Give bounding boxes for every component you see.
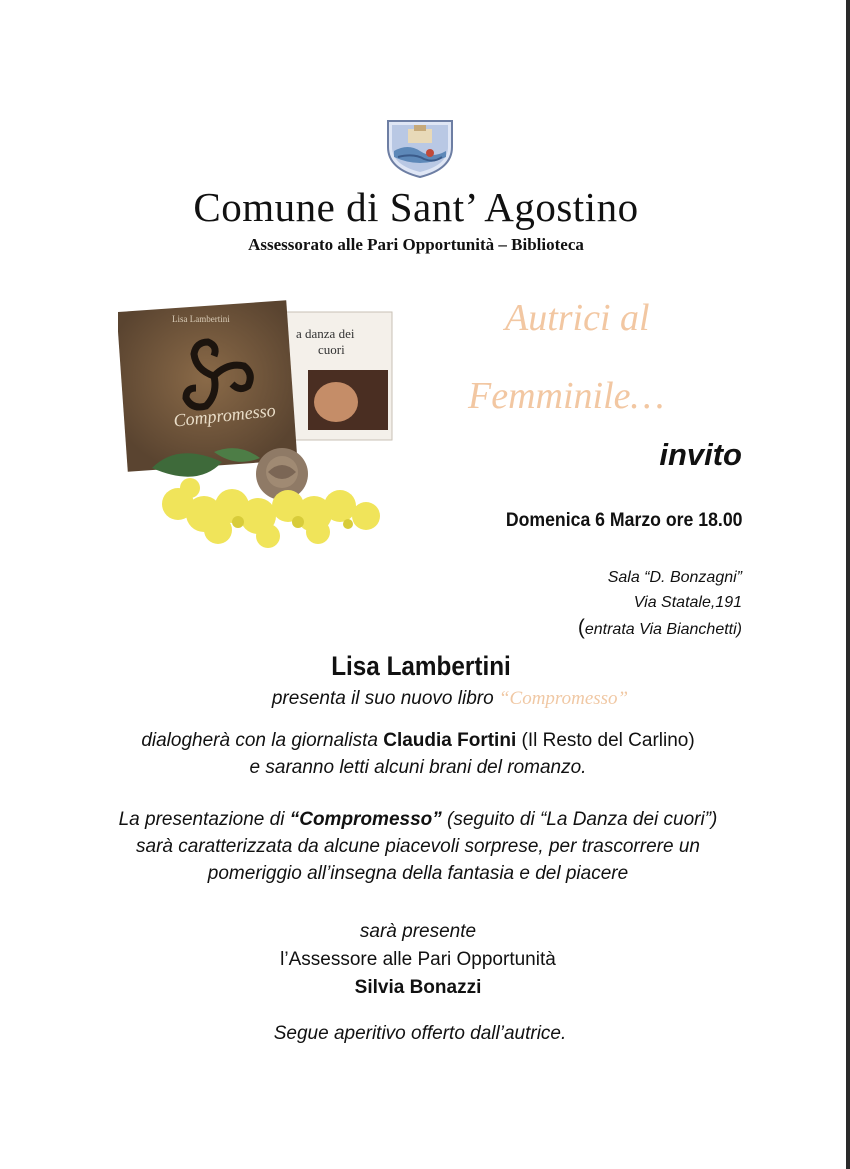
guest-name: Silvia Bonazzi <box>354 977 482 998</box>
para-line1 <box>0 806 836 833</box>
venue-line1: Sala “D. Bonzagni” <box>607 569 742 586</box>
dialog-text: dialogherà con la giornalista <box>141 730 384 751</box>
dialog-line2-text: e saranno letti alcuni brani del romanzo. <box>249 757 587 778</box>
para-line1-post: (seguito di “La Danza dei cuori”) <box>441 809 718 830</box>
book1-title: Compromesso <box>172 399 277 431</box>
present-line2: l’Assessore alle Pari Opportunità <box>280 949 556 970</box>
presenta-line <box>0 688 850 710</box>
event-heading-line1: Autrici al <box>505 297 650 339</box>
invito-label: invito <box>659 437 742 472</box>
dialog-line1 <box>0 727 836 754</box>
para-line1-book: “Compromesso” <box>289 809 442 830</box>
book2-title-line2: cuori <box>318 342 345 357</box>
book-cover-photo <box>118 292 396 560</box>
book1-author: Lisa Lambertini <box>172 314 230 324</box>
journalist-name: Claudia Fortini <box>383 730 517 751</box>
para-line3: pomeriggio all’insegna della fantasia e del piacere <box>207 863 629 884</box>
journalist-outlet: (Il Resto del Carlino) <box>516 730 695 751</box>
dialog-paragraph <box>0 727 836 781</box>
speaker-name: Lisa Lambertini <box>331 651 511 681</box>
venue-line3 <box>578 615 742 642</box>
municipal-crest-icon <box>384 117 456 179</box>
scan-edge <box>846 0 850 1169</box>
present-line1: sarà presente <box>359 921 477 942</box>
event-venue <box>578 565 742 642</box>
presenta-book: “Compromesso” <box>498 688 629 709</box>
venue-line2: Via Statale,191 <box>633 594 742 611</box>
presenta-text: presenta il suo nuovo libro <box>271 688 499 709</box>
event-heading-line2: Femminile… <box>468 375 665 417</box>
page-title: Comune di Sant’ Agostino <box>193 184 639 230</box>
book2-title-line1: a danza dei <box>296 326 355 341</box>
event-date: Domenica 6 Marzo ore 18.00 <box>505 510 742 531</box>
guest-block <box>0 918 836 1002</box>
description-paragraph <box>0 806 836 887</box>
para-line1-pre: La presentazione di <box>118 809 290 830</box>
page-subtitle: Assessorato alle Pari Opportunità – Biblioteca <box>248 235 584 254</box>
dialog-line2 <box>0 754 836 781</box>
closing-note: Segue aperitivo offerto dall’autrice. <box>273 1023 567 1044</box>
para-line2: sarà caratterizzata da alcune piacevoli sorprese, per trascorrere un <box>136 836 700 857</box>
venue-line3-text: entrata Via Bianchetti) <box>584 621 742 638</box>
venue-paren: ( <box>577 616 585 639</box>
